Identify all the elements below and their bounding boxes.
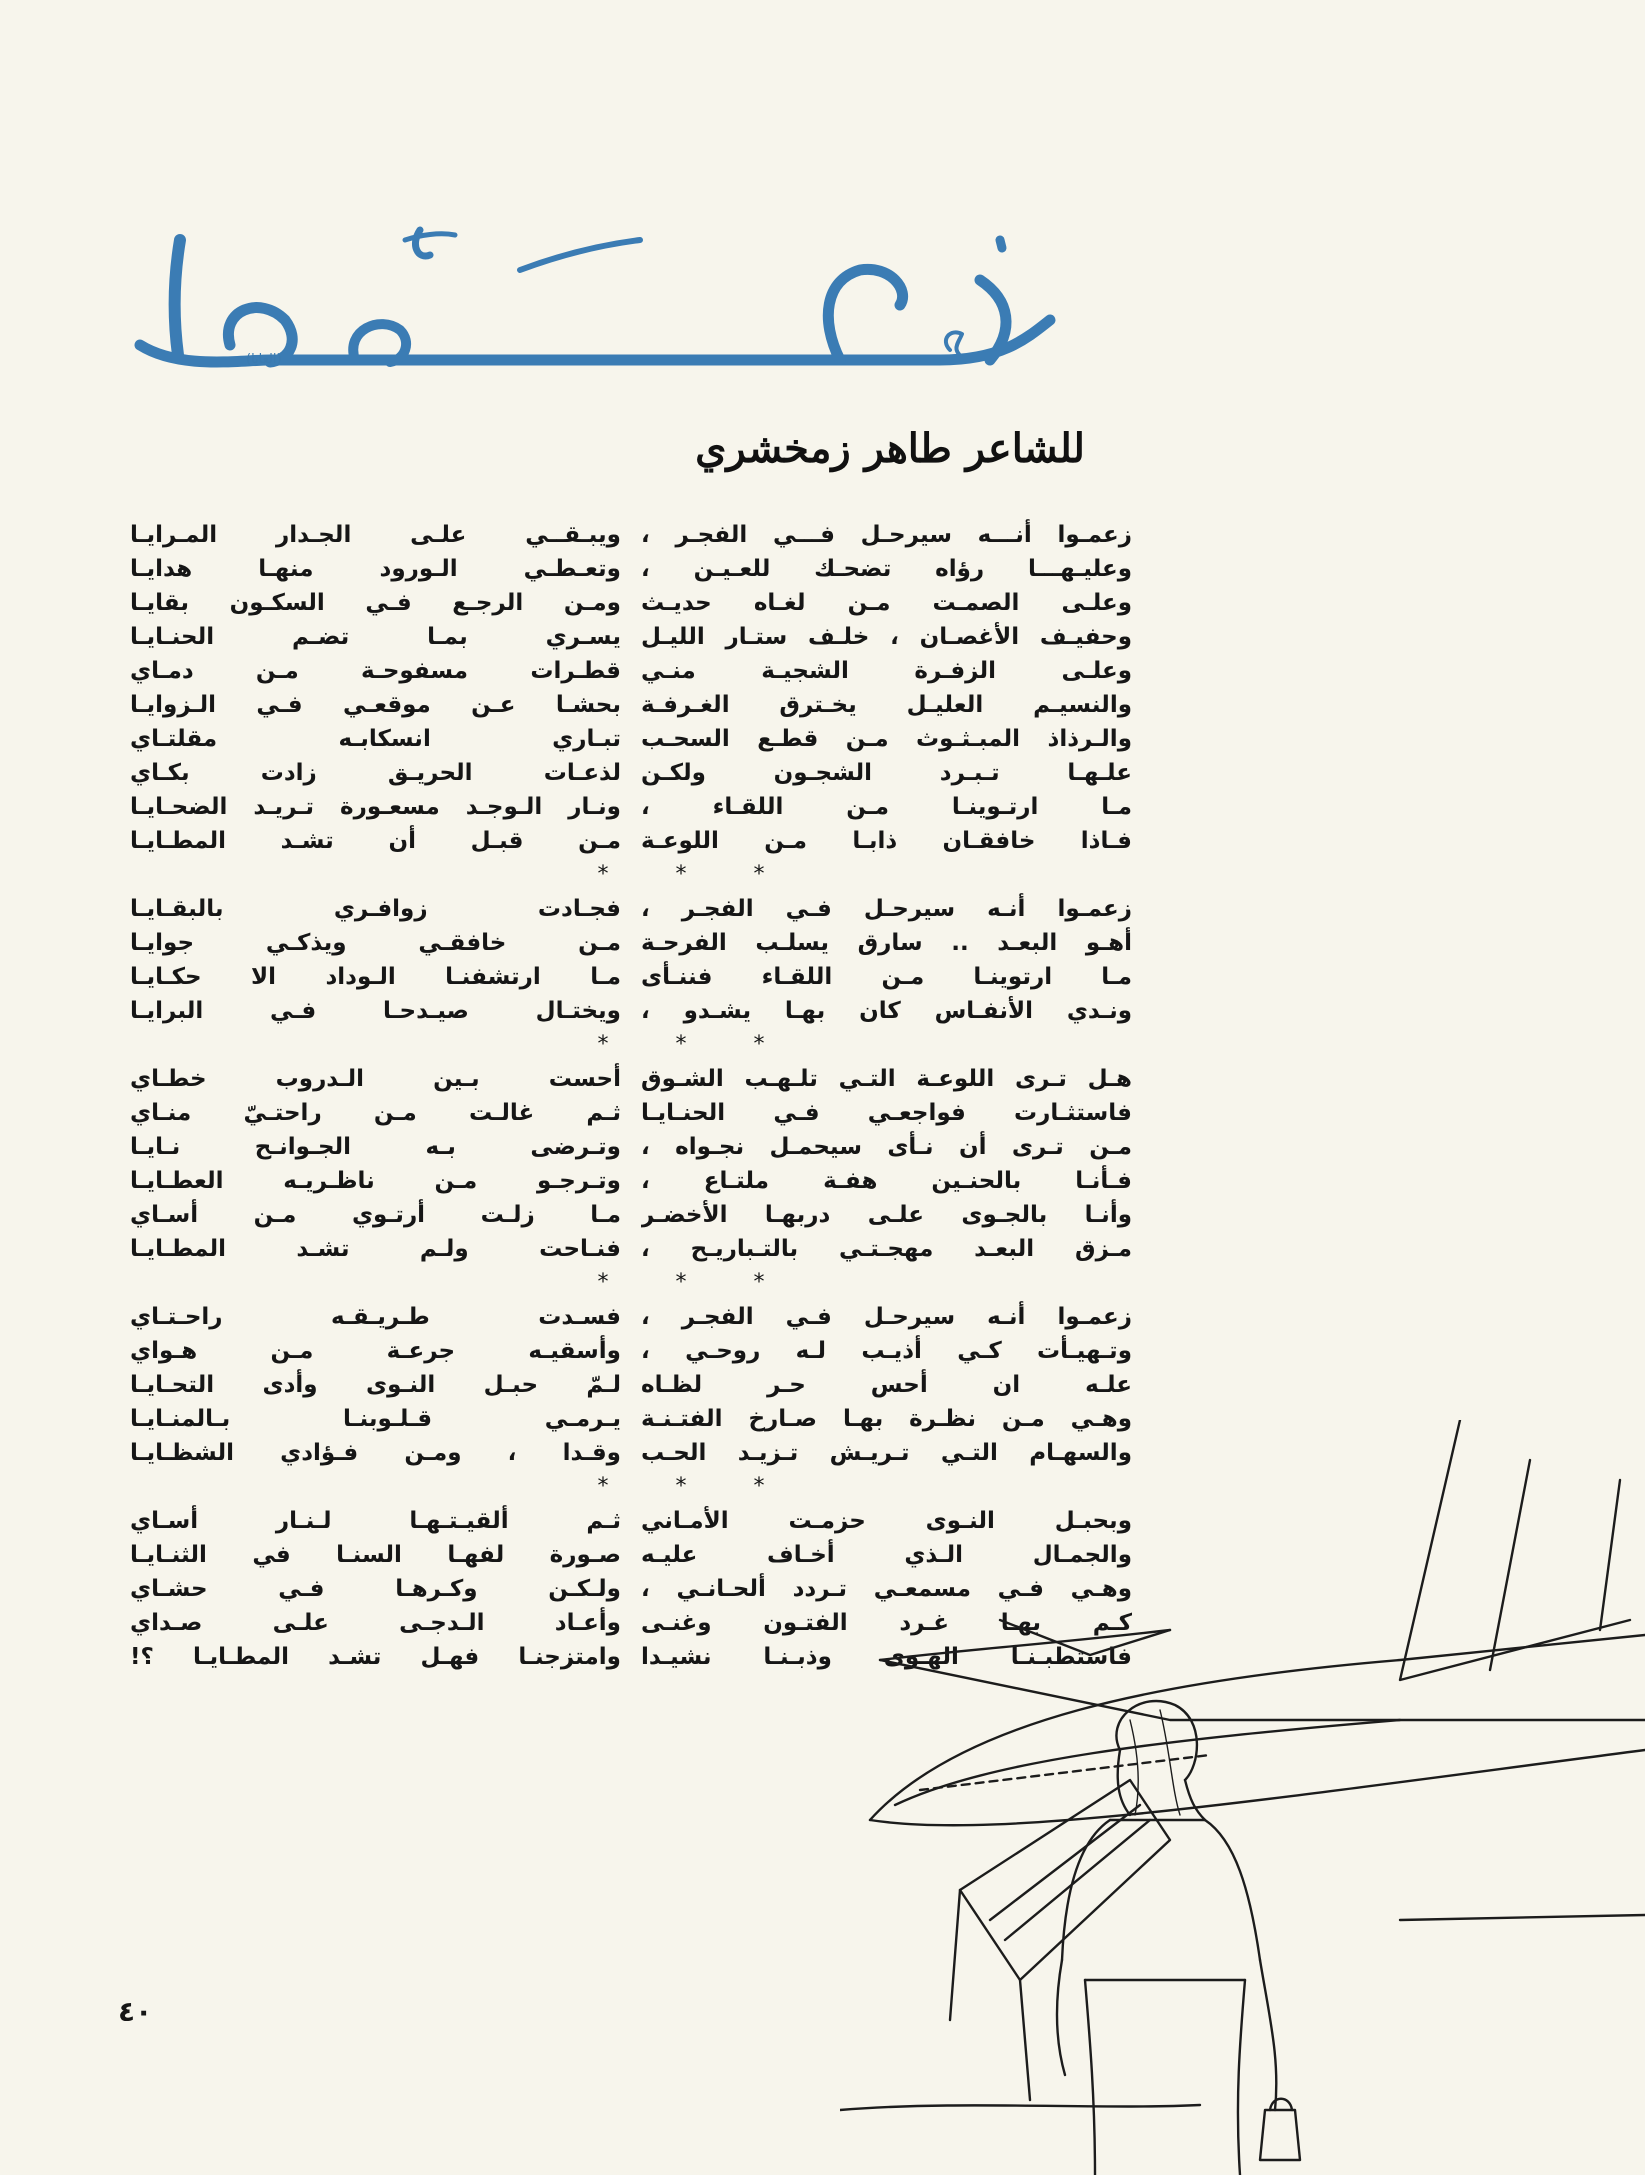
verse-first-hemistich: زعمـوا أنـــه سيرحـل فـــي الفجـر ، [641,522,1132,548]
verse-second-hemistich: لذعـات الحريـق زادت بكـاي [130,760,621,786]
verse-first-hemistich: وعليـهـــا رؤاه تضحـك للعـيـن ، [641,556,1132,582]
poem-verse [130,1130,1132,1164]
verse-first-hemistich: وأنـا بالجـوى علـى دربهـا الأخضـر [641,1202,1132,1228]
poem-verse [130,1164,1132,1198]
verse-second-hemistich: فنـاحت ولـم تشـد المطـايـا [130,1236,621,1262]
verse-second-hemistich: ثـم غالـت مـن راحتـيّ منـاي [130,1100,621,1126]
title-calligraphy [120,210,1100,410]
verse-first-hemistich: وهـي مـن نظـرة بهـا صـارخ الفتـنـة [641,1406,1132,1432]
stanza-separator: * * * [597,1032,795,1057]
poem-verse [130,518,1132,552]
verse-first-hemistich: والنسيـم العليـل يخـترق الغـرفـة [641,692,1132,718]
poem-verse [130,994,1132,1028]
verse-first-hemistich: مـا ارتـوينـا مـن اللقـاء ، [641,794,1132,820]
verse-second-hemistich: ويبـقــي علـى الجـدار المـرايـا [130,522,621,548]
verse-first-hemistich: هـل تـرى اللوعـة التـي تلـهـب الشـوق [641,1066,1132,1092]
verse-second-hemistich: وتـرجـو مـن ناظـريـه العطـايـا [130,1168,621,1194]
poem-verse [130,552,1132,586]
verse-first-hemistich: وعلـى الزفـرة الشجيـة منـي [641,658,1132,684]
verse-second-hemistich: وأسقيـه جرعـة مـن هـواي [130,1338,621,1364]
verse-second-hemistich: ويختـال صيـدحـا فـي البرايـا [130,998,621,1024]
poem-verse [130,926,1132,960]
verse-first-hemistich: وبحبـل النـوى حزمـت الأمـاني [641,1508,1132,1534]
calligraphy-caption: (العايا) [246,352,282,367]
verse-second-hemistich: مـن خافقـي ويذكـي جوايـا [130,930,621,956]
poem-verse [130,790,1132,824]
verse-first-hemistich: وحفيـف الأغصـان ، خلـف ستـار الليـل [641,624,1132,650]
poem-verse [130,1368,1132,1402]
verse-first-hemistich: مـن تـرى أن نـأى سيحمـل نجـواه ، [641,1134,1132,1160]
verse-second-hemistich: يسـري بمـا تضـم الحنـايـا [130,624,621,650]
verse-second-hemistich: تبـاري انسكابـه مقلتـاي [130,726,621,752]
verse-second-hemistich: يـرمـي قـلـوبنـا بـالمنـايـا [130,1406,621,1432]
verse-second-hemistich: قطـرات مسفوحـة مـن دمـاي [130,658,621,684]
poem-verse [130,654,1132,688]
verse-first-hemistich: ونـدي الأنفـاس كان بهـا يشـدو ، [641,998,1132,1024]
verse-second-hemistich: أحست بـين الـدروب خطـاي [130,1066,621,1092]
verse-second-hemistich: ونـار الـوجـد مسعـورة تـريـد الضحـايـا [130,794,621,820]
poem-verse [130,722,1132,756]
poem-verse [130,892,1132,926]
verse-first-hemistich: علـه ان أحس حـر لظـاه [641,1372,1132,1398]
verse-second-hemistich: مـا زلـت أرتـوي مـن أسـاي [130,1202,621,1228]
verse-second-hemistich: فسـدت طـريـقـه راحـتـاي [130,1304,621,1330]
verse-second-hemistich: بحشـا عـن موقعـي فـي الـزوايـا [130,692,621,718]
poet-byline: للشاعر طاهر زمخشري [695,425,1085,472]
poem-verse [130,586,1132,620]
verse-second-hemistich: وأعـاد الـدجـى علـى صـداي [130,1610,621,1636]
verse-second-hemistich: لـمّ حبـل النـوى وأدى التحـايـا [130,1372,621,1398]
verse-second-hemistich: وتـرضى بـه الجـوانـح نـايـا [130,1134,621,1160]
verse-first-hemistich: وهـي فـي مسمعـي تـردد ألحـانـي ، [641,1576,1132,1602]
verse-first-hemistich: فاستطبـنـا الهـوى وذبـنـا نشيـدا [641,1644,1132,1670]
verse-first-hemistich: زعمـوا أنـه سيرحـل فـي الفجـر ، [641,1304,1132,1330]
verse-first-hemistich: علـهـا تـبـرد الشجـون ولكـن [641,760,1132,786]
verse-second-hemistich: مـا ارتشفنـا الـوداد الا حكـايـا [130,964,621,990]
verse-second-hemistich: وقـدا ، ومـن فـؤادي الشظـايـا [130,1440,621,1466]
verse-second-hemistich: ومـن الرجـع فـي السكـون بقايـا [130,590,621,616]
verse-second-hemistich: ولـكـن وكـرهـا فـي حشـاي [130,1576,621,1602]
poem-verse [130,1232,1132,1266]
verse-first-hemistich: مـا ارتوينـا مـن اللقـاء فننـأى [641,964,1132,990]
verse-first-hemistich: كـم بهـا غـرد الفتـون وغنـى [641,1610,1132,1636]
stanza-separator: * * * [597,862,795,887]
verse-first-hemistich: فـاذا خافقـان ذابـا مـن اللوعـة [641,828,1132,854]
verse-second-hemistich: ثـم ألقيـتـهـا لـنـار أسـاي [130,1508,621,1534]
poem-verse [130,960,1132,994]
poem-verse [130,688,1132,722]
poem-verse [130,756,1132,790]
poem-verse [130,824,1132,858]
poem-verse [130,1300,1132,1334]
verse-first-hemistich: والجمـال الـذي أخـاف عليـه [641,1542,1132,1568]
poem-verse [130,1062,1132,1096]
page-number: ٤٠ [118,1995,153,2028]
verse-first-hemistich: فاستثـارت فواجعـي فـي الحنـايـا [641,1100,1132,1126]
verse-first-hemistich: وتـهيـأت كـي أذيـب لـه روحـي ، [641,1338,1132,1364]
poem-verse [130,1198,1132,1232]
stanza-separator: * * * [597,1270,795,1295]
stanza-separator: * * * [597,1474,795,1499]
verse-first-hemistich: مـزق البعـد مهجـتـي بالتـباريـح ، [641,1236,1132,1262]
poem-verse [130,1096,1132,1130]
poem-verse [130,620,1132,654]
verse-second-hemistich: صـورة لفهـا السنـا في الثنـايـا [130,1542,621,1568]
verse-second-hemistich: فجـادت زوافـري بالبقـايـا [130,896,621,922]
poem-verse [130,1334,1132,1368]
verse-first-hemistich: أهـو البعـد .. سارق يسلـب الفرحـة [641,930,1132,956]
verse-second-hemistich: وتعـطـي الـورود منهـا هدايـا [130,556,621,582]
verse-first-hemistich: وعلـى الصمـت مـن لغـاه حديـث [641,590,1132,616]
verse-first-hemistich: والسهـام التـي تـريـش تـزيـد الحـب [641,1440,1132,1466]
verse-first-hemistich: زعمـوا أنـه سيرحـل فـي الفجـر ، [641,896,1132,922]
verse-second-hemistich: وامتزجنـا فهـل تشـد المطـايـا ؟! [130,1644,621,1670]
airplane-illustration [840,1420,1645,2175]
verse-second-hemistich: مـن قبـل أن تشـد المطـايـا [130,828,621,854]
verse-first-hemistich: فـأنـا بالحنـين هفـة ملتـاع ، [641,1168,1132,1194]
verse-first-hemistich: والـرذاذ المبـثـوث مـن قطـع السحـب [641,726,1132,752]
